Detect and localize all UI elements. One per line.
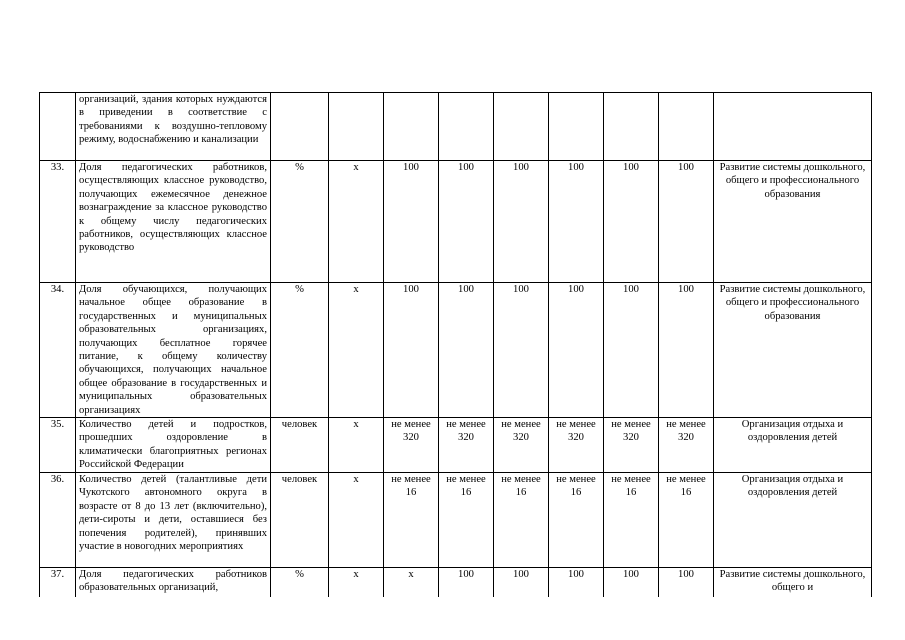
cell-value: 100 [604,568,659,609]
cell-value: не менее 320 [494,418,549,473]
cell-value: не менее 320 [439,418,494,473]
cell-value: 100 [659,568,714,609]
cell-value: не менее 320 [604,418,659,473]
cell-base: х [329,418,384,473]
table-row [40,473,872,568]
cell-program: Организация отдыха и оздоровления детей [714,473,872,568]
cell-program: Развитие системы дошкольного, общего и [714,568,872,609]
cell-value: не менее 320 [384,418,439,473]
cell-program [714,93,872,161]
cell-num: 33. [40,161,76,283]
cell-value: 100 [604,161,659,283]
cell-base: х [329,568,384,609]
cell-value [604,93,659,161]
cell-unit: человек [271,418,329,473]
cell-num: 35. [40,418,76,473]
cell-value: 100 [384,283,439,418]
cell-value: 100 [549,568,604,609]
cell-program: Развитие системы дошкольного, общего и профессионального образования [714,161,872,283]
cell-base: х [329,473,384,568]
cell-base: х [329,283,384,418]
cell-description: Доля педагогических работников образовательных организаций, [76,568,271,609]
cell-num: 34. [40,283,76,418]
cell-unit: человек [271,473,329,568]
cell-base: х [329,161,384,283]
cell-value: 100 [549,161,604,283]
cell-value: 100 [439,568,494,609]
cell-value: не менее 320 [659,418,714,473]
cell-value: не менее 16 [604,473,659,568]
cell-value [384,93,439,161]
cell-value: 100 [439,283,494,418]
cell-value: 100 [604,283,659,418]
cell-description: Количество детей и подростков, прошедших оздоровление в климатически благоприятных регионах Российской Федерации [76,418,271,473]
indicators-table [39,92,872,609]
cell-value: не менее 16 [384,473,439,568]
cell-unit: % [271,568,329,609]
cell-value [439,93,494,161]
cell-value: 100 [549,283,604,418]
cell-value: 100 [494,283,549,418]
table-row [40,161,872,283]
cell-program: Развитие системы дошкольного, общего и профессионального образования [714,283,872,418]
table-row [40,418,872,473]
cell-value: 100 [439,161,494,283]
cell-value [659,93,714,161]
cell-value: 100 [659,283,714,418]
cell-unit [271,93,329,161]
cell-description: Доля обучающихся, получающих начальное общее образование в государственных и муниципальных образовательных организациях, получающих бесплатное горячее питание, к общему количеству обучающихся, получающих начальное общее образование в государственных и муниципальных образовательных организациях [76,283,271,418]
page-bottom-margin [0,597,905,640]
cell-value: 100 [494,568,549,609]
cell-value: не менее 16 [659,473,714,568]
cell-num: 37. [40,568,76,609]
cell-value: не менее 16 [549,473,604,568]
table-row [40,283,872,418]
cell-value [549,93,604,161]
cell-base [329,93,384,161]
table-row-continued [40,93,872,161]
cell-value: не менее 320 [549,418,604,473]
cell-value: х [384,568,439,609]
cell-value: не менее 16 [494,473,549,568]
cell-unit: % [271,283,329,418]
cell-description: Количество детей (талантливые дети Чукотского автономного округа в возрасте от 8 до 13 лет (включительно), дети-сироты и дети, оставшиеся без попечения родителей), принявших участие в новогодних мероприятиях [76,473,271,568]
cell-description: Доля педагогических работников, осуществляющих классное руководство, получающих ежемесячное денежное вознаграждение за классное руководство к общему числу педагогических работников, осуществляющих классное руководство [76,161,271,283]
table-body [40,93,872,609]
cell-num: 36. [40,473,76,568]
cell-value: не менее 16 [439,473,494,568]
cell-program: Организация отдыха и оздоровления детей [714,418,872,473]
cell-value [494,93,549,161]
cell-value: 100 [659,161,714,283]
cell-description: организаций, здания которых нуждаются в приведении в соответствие с требованиями к воздушно-тепловому режиму, водоснабжению и канализации [76,93,271,161]
cell-value: 100 [494,161,549,283]
cell-unit: % [271,161,329,283]
cell-value: 100 [384,161,439,283]
cell-num [40,93,76,161]
